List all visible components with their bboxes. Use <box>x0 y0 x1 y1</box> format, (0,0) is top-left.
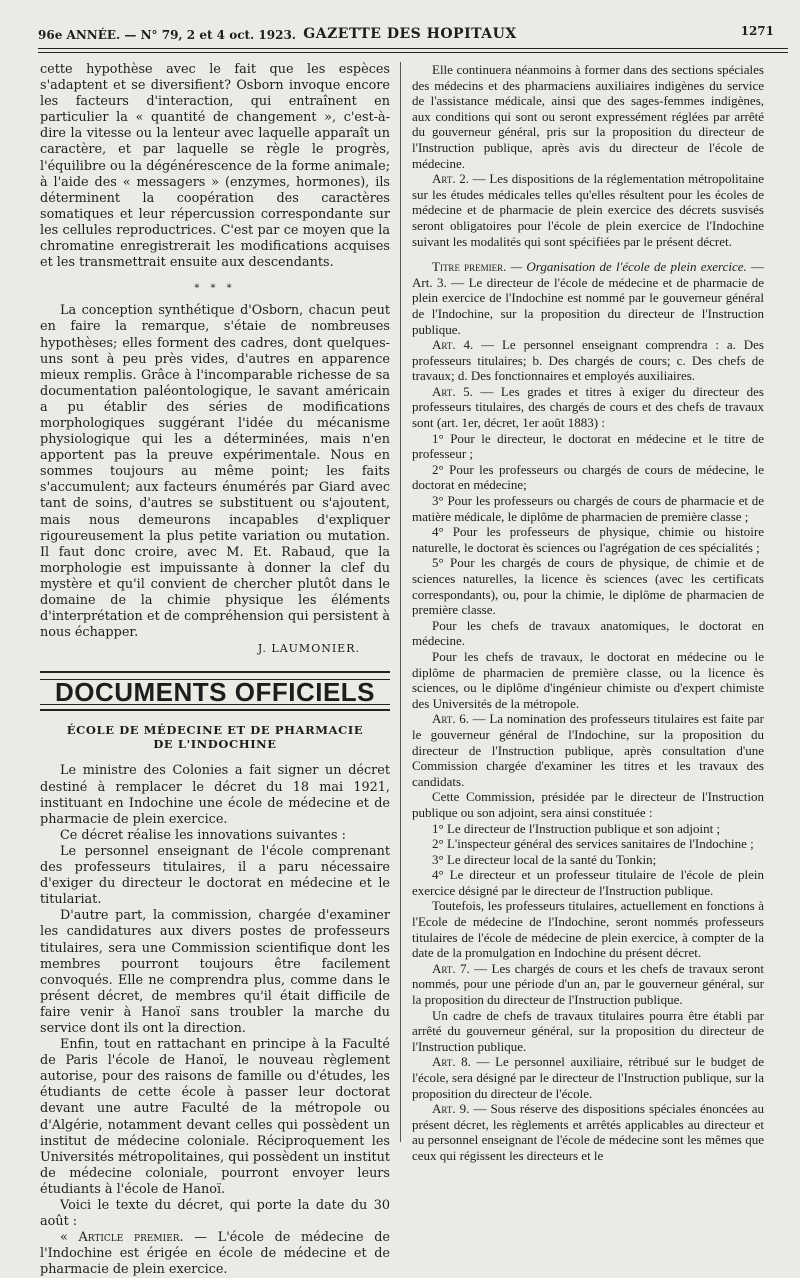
paragraph: D'autre part, la commission, chargée d'examiner les candidatures aux divers postes de professeurs titulaires, sera une Commission scientifique dont les membres pourront toujours être facilement convoqués. Elle ne comprendra plus, comme dans le présent décret, de membres qu'il était difficile de faire venir à Hanoï sans troubler la marche du service dont ils ont la direction. <box>40 908 390 1036</box>
paragraph <box>412 259 764 337</box>
article-title <box>40 723 390 751</box>
paragraph <box>412 711 764 789</box>
paragraph: Enfin, tout en rattachant en principe à la Faculté de Paris l'école de Hanoï, le nouveau règlement autorise, pour des raisons de famille ou d'études, les étudiants de cette école à passer leur doctorat devant une autre Faculté de la métropole ou d'Algérie, notamment devant celles qui possèdent un institut de médecine coloniale. Réciproquement les Universités métropolitaines, qui possèdent un institut de médecine coloniale, pourront envoyer leurs étudiants à l'école de Hanoï. <box>40 1037 390 1197</box>
issue-info: 96e ANNÉE. — N° 79, 2 et 4 oct. 1923. <box>38 28 296 42</box>
paragraph: Cette Commission, présidée par le directeur de l'Instruction publique ou son adjoint, sera ainsi constituée : <box>412 789 764 820</box>
paragraph: Pour les chefs de travaux anatomiques, le doctorat en médecine. <box>412 617 764 649</box>
article-title-line-2: DE L'INDOCHINE <box>153 737 277 752</box>
article-text: — La nomination des professeurs titulaires est faite par le gouverneur général de l'Indochine, sur la proposition du directeur de l'Instruction publique, après consultation d'une Commission chargée d'examiner les titres et les travaux des candidats. <box>412 711 764 789</box>
article-title-line-1: ÉCOLE DE MÉDECINE ET DE PHARMACIE <box>66 723 364 738</box>
header-rule <box>38 48 788 49</box>
list-item: 2° L'inspecteur général des services sanitaires de l'Indochine ; <box>432 836 754 852</box>
article-lead: Art. 9. <box>432 1101 470 1117</box>
article-text: — Les dispositions de la réglementation métropolitaine sur les études médicales telles qu'elles résultent pour les écoles de médecine et de pharmacie de plein exercice des décrets susvisés seront obligatoires pour l'école de plein exercice de l'Indochine suivant les modalités qui sont spécifiées par le présent décret. <box>412 171 764 249</box>
list-item: 1° Le directeur de l'Instruction publique et son adjoint ; <box>432 820 721 836</box>
paragraph: Voici le texte du décret, qui porte la date du 30 août : <box>40 1198 390 1230</box>
article-lead: Art. 2. <box>432 171 470 187</box>
column-divider <box>400 62 401 1142</box>
article-text: — L'école de médecine de l'Indochine est érigée en école de médecine et de pharmacie de plein exercice. <box>40 1230 390 1278</box>
header-rule-thin <box>38 52 788 53</box>
paragraph: Le personnel enseignant de l'école comprenant des professeurs titulaires, il a paru nécessaire d'exiger du directeur le doctorat en médecine et le titulariat. <box>40 843 390 908</box>
list-item: 3° Pour les professeurs ou chargés de cours de pharmacie et de matière médicale, le diplôme de pharmacien de première classe ; <box>412 493 764 524</box>
paragraph <box>412 1054 764 1101</box>
journal-title: GAZETTE DES HOPITAUX <box>303 26 517 42</box>
article-text: — Les chargés de cours et les chefs de travaux seront nommés, pour une période d'un an, par le gouverneur général, sur la proposition du directeur de l'Instruction publique. <box>412 960 764 1008</box>
article-text: — Sous réserve des dispositions spéciales énoncées au présent décret, les règlements et arrêtés applicables au directeur et au personnel enseignant de l'école de médecine sont les mêmes que ceux qui régissent les directeurs et le <box>412 1101 764 1163</box>
paragraph <box>412 337 764 384</box>
section-banner-title: DOCUMENTS OFFICIELS <box>40 679 390 705</box>
list-item: 4° Le directeur et un professeur titulaire de l'école de plein exercice désigné par le directeur de l'Instruction publique. <box>412 867 764 898</box>
paragraph: Pour les chefs de travaux, le doctorat en médecine ou le diplôme de pharmacien de première classe, ou la licence ès sciences, ou le diplôme d'ingénieur chimiste ou d'expert chimiste des Universités de la métropole. <box>412 648 764 711</box>
paragraph: Toutefois, les professeurs titulaires, actuellement en fonctions à l'Ecole de médecine de l'Indochine, seront nommés professeurs titulaires de l'école de médecine de plein exercice, à compter de la date de la promulgation en Indochine du présent décret. <box>412 898 764 961</box>
title-lead: Titre premier. <box>432 259 507 275</box>
paragraph: cette hypothèse avec le fait que les espèces s'adaptent et se diversifient? Osborn invoque encore les facteurs d'interaction, qui entraînent en particulier la « quantité de changement », c'est-à-dire la vitesse ou la lenteur avec laquelle apparaît un caractère, et par laquelle se règle le progrès, l'équilibre ou la dégénérescence de la forme animale; à l'aide des « messagers » (enzymes, hormones), ils déterminent la coopération des caractères somatiques et leur répercussion correspondante sur les cellules reproductrices. C'est par ce moyen que la chromatine enregistrerait les modifications acquises et les transmettrait ensuite aux descendants. <box>40 62 390 271</box>
page-header <box>38 24 782 48</box>
article-text: — Le personnel enseignant comprendra : a. Des professeurs titulaires; b. Des chargés de cours; c. Des chefs de travaux; d. Des fonctionnaires et employés auxiliaires. <box>412 337 764 384</box>
list-item: 1° Pour le directeur, le doctorat en médecine et le titre de professeur ; <box>412 430 764 462</box>
paragraph: Elle continuera néanmoins à former dans des sections spéciales des médecins et des pharmaciens auxiliaires indigènes du service de l'assistance médicale, ainsi que des sages-femmes indigènes, aux conditions qui sont ou seront expressément réglées par arrêté du gouverneur général, pris sur la proposition du directeur de l'Instruction publique, après avis du directeur de l'école de médecine. <box>412 62 764 171</box>
left-column <box>40 62 390 1278</box>
paragraph: Le ministre des Colonies a fait signer un décret destiné à remplacer le décret du 18 mai 1921, instituant en Indochine une école de médecine et de pharmacie de plein exercice. <box>40 763 390 827</box>
article-lead: Art. 7. <box>432 960 470 976</box>
paragraph <box>412 961 764 1008</box>
author-signature: J. LAUMONIER. <box>257 642 360 656</box>
section-banner <box>40 671 390 711</box>
paragraph <box>40 1230 390 1278</box>
paragraph <box>412 384 764 431</box>
list-item: 4° Pour les professeurs de physique, chimie ou histoire naturelle, le doctorat ès sciences ou l'agrégation de ces spécialités ; <box>412 524 764 555</box>
paragraph: Ce décret réalise les innovations suivantes : <box>60 827 346 843</box>
paragraph: La conception synthétique d'Osborn, chacun peut en faire la remarque, s'étaie de nombreuses hypothèses; elles forment des cadres, dont quelques-uns sont à peu près vides, d'autres en apparence mieux remplis. Grâce à l'incomparable richesse de sa documentation paléontologique, le savant américain a pu établir des séries de modifications morphologiques suggérant l'idée du mécanisme physiologique qui les a déterminées, mais n'en apportent pas la preuve expérimentale. Nous en sommes toujours au même point; les faits s'accumulent; aux facteurs énumérés par Giard avec tant de soins, d'autres se substituent ou s'ajoutent, mais nous demeurons incapables d'expliquer rigoureusement la plus petite variation ou mutation. Il faut donc croire, avec M. Et. Rabaud, que la morphologie est impuissante à donner la clef du mystère et qu'il convient de chercher plutôt dans le domaine de la chimie physique les éléments d'interprétation et de compréhension qui persistent à nous échapper. <box>40 303 390 641</box>
list-item: 5° Pour les chargés de cours de physique, de chimie et de sciences naturelles, la licence ès sciences (avec les certificats correspondants), ou, pour la chimie, le diplôme de pharmacien de première classe. <box>412 555 764 618</box>
article-text: — Le personnel auxiliaire, rétribué sur le budget de l'école, sera désigné par le directeur de l'Instruction publique, sur la proposition du directeur de l'école. <box>412 1054 764 1101</box>
paragraph: Un cadre de chefs de travaux titulaires pourra être établi par arrêté du gouverneur général, sur la proposition du directeur de l'Instruction publique. <box>412 1007 764 1054</box>
article-lead: Art. 8. <box>432 1054 471 1070</box>
article-text: — Art. 3. — Le directeur de l'école de médecine et de pharmacie de plein exercice de l'Indochine est nommé par le gouverneur général de l'Indochine, sur la proposition du directeur de l'Instruction publique. <box>412 259 764 337</box>
article-lead: Art. 4. <box>432 337 474 353</box>
article-text: — Les grades et titres à exiger du directeur des professeurs titulaires, des chargés de cours et des chefs de travaux sont (art. 1er, décret, 1er août 1883) : <box>412 383 764 431</box>
page-number: 1271 <box>740 24 774 38</box>
article-lead: Art. 6. <box>432 711 470 727</box>
article-lead: Art. 5. <box>432 383 473 399</box>
right-column <box>412 62 764 1164</box>
paragraph <box>412 1101 764 1163</box>
list-item: 2° Pour les professeurs ou chargés de cours de médecine, le doctorat en médecine; <box>412 461 764 493</box>
section-separator: * * * <box>194 283 236 295</box>
title-heading: — Organisation de l'école de plein exercice. <box>506 259 747 275</box>
list-item: 3° Le directeur local de la santé du Tonkin; <box>432 851 657 867</box>
article-lead: « Article premier. <box>60 1230 184 1246</box>
paragraph <box>412 171 764 249</box>
